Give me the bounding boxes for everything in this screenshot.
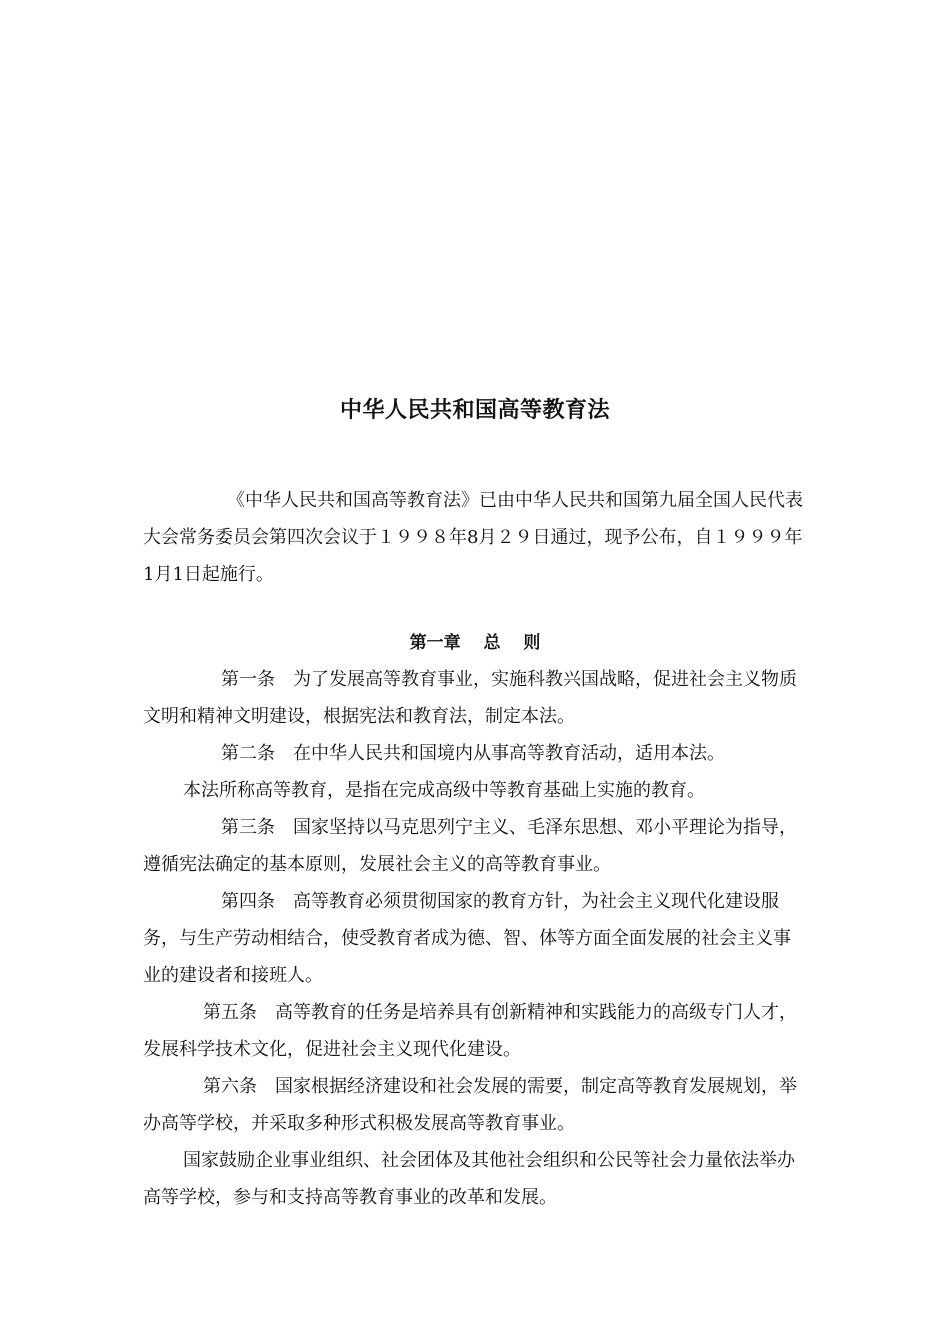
- promulgation-paragraph: 《中华人民共和国高等教育法》已由中华人民共和国第九届全国人民代表大会常务委员会第四次会议于１９９８年8月２９日通过，现予公布，自１９９９年1月1日起施行。: [143, 490, 803, 585]
- chapter-heading: 第一章 总 则: [409, 633, 541, 653]
- article-1: [143, 661, 806, 735]
- article-6-paragraph-2: [143, 1142, 806, 1216]
- article-text: 高等教育必须贯彻国家的教育方针，为社会主义现代化建设服务，与生产劳动相结合，使受教育者成为德、智、体等方面全面发展的社会主义事业的建设者和接班人。: [143, 891, 791, 986]
- article-text: 国家鼓励企业事业组织、社会团体及其他社会组织和公民等社会力量依法举办高等学校，参与和支持高等教育事业的改革和发展。: [143, 1150, 795, 1208]
- article-text: 国家坚持以马克思列宁主义、毛泽东思想、邓小平理论为指导，遵循宪法确定的基本原则，发展社会主义的高等教育事业。: [143, 817, 797, 875]
- article-text: 国家根据经济建设和社会发展的需要，制定高等教育发展规划，举办高等学校，并采取多种形式积极发展高等教育事业。: [143, 1076, 797, 1134]
- article-2: [143, 735, 806, 772]
- document-title: 中华人民共和国高等教育法: [339, 398, 610, 423]
- article-6: [143, 1068, 806, 1142]
- article-text: 高等教育的任务是培养具有创新精神和实践能力的高级专门人才，发展科学技术文化，促进社会主义现代化建设。: [143, 1002, 797, 1060]
- article-text: 本法所称高等教育，是指在完成高级中等教育基础上实施的教育。: [183, 780, 705, 801]
- article-4: [143, 883, 806, 994]
- article-number: 第一条: [221, 669, 275, 690]
- articles-section: [143, 661, 806, 1216]
- article-number: 第六条: [203, 1076, 257, 1097]
- article-3: [143, 809, 806, 883]
- article-number: 第三条: [221, 817, 275, 838]
- article-number: 第四条: [221, 891, 275, 912]
- article-text: 为了发展高等教育事业，实施科教兴国战略，促进社会主义物质文明和精神文明建设，根据宪法和教育法，制定本法。: [143, 669, 797, 727]
- article-text: 在中华人民共和国境内从事高等教育活动，适用本法。: [293, 743, 725, 764]
- article-number: 第五条: [203, 1002, 257, 1023]
- article-5: [143, 994, 806, 1068]
- article-2-paragraph-2: [143, 772, 806, 809]
- article-number: 第二条: [221, 743, 275, 764]
